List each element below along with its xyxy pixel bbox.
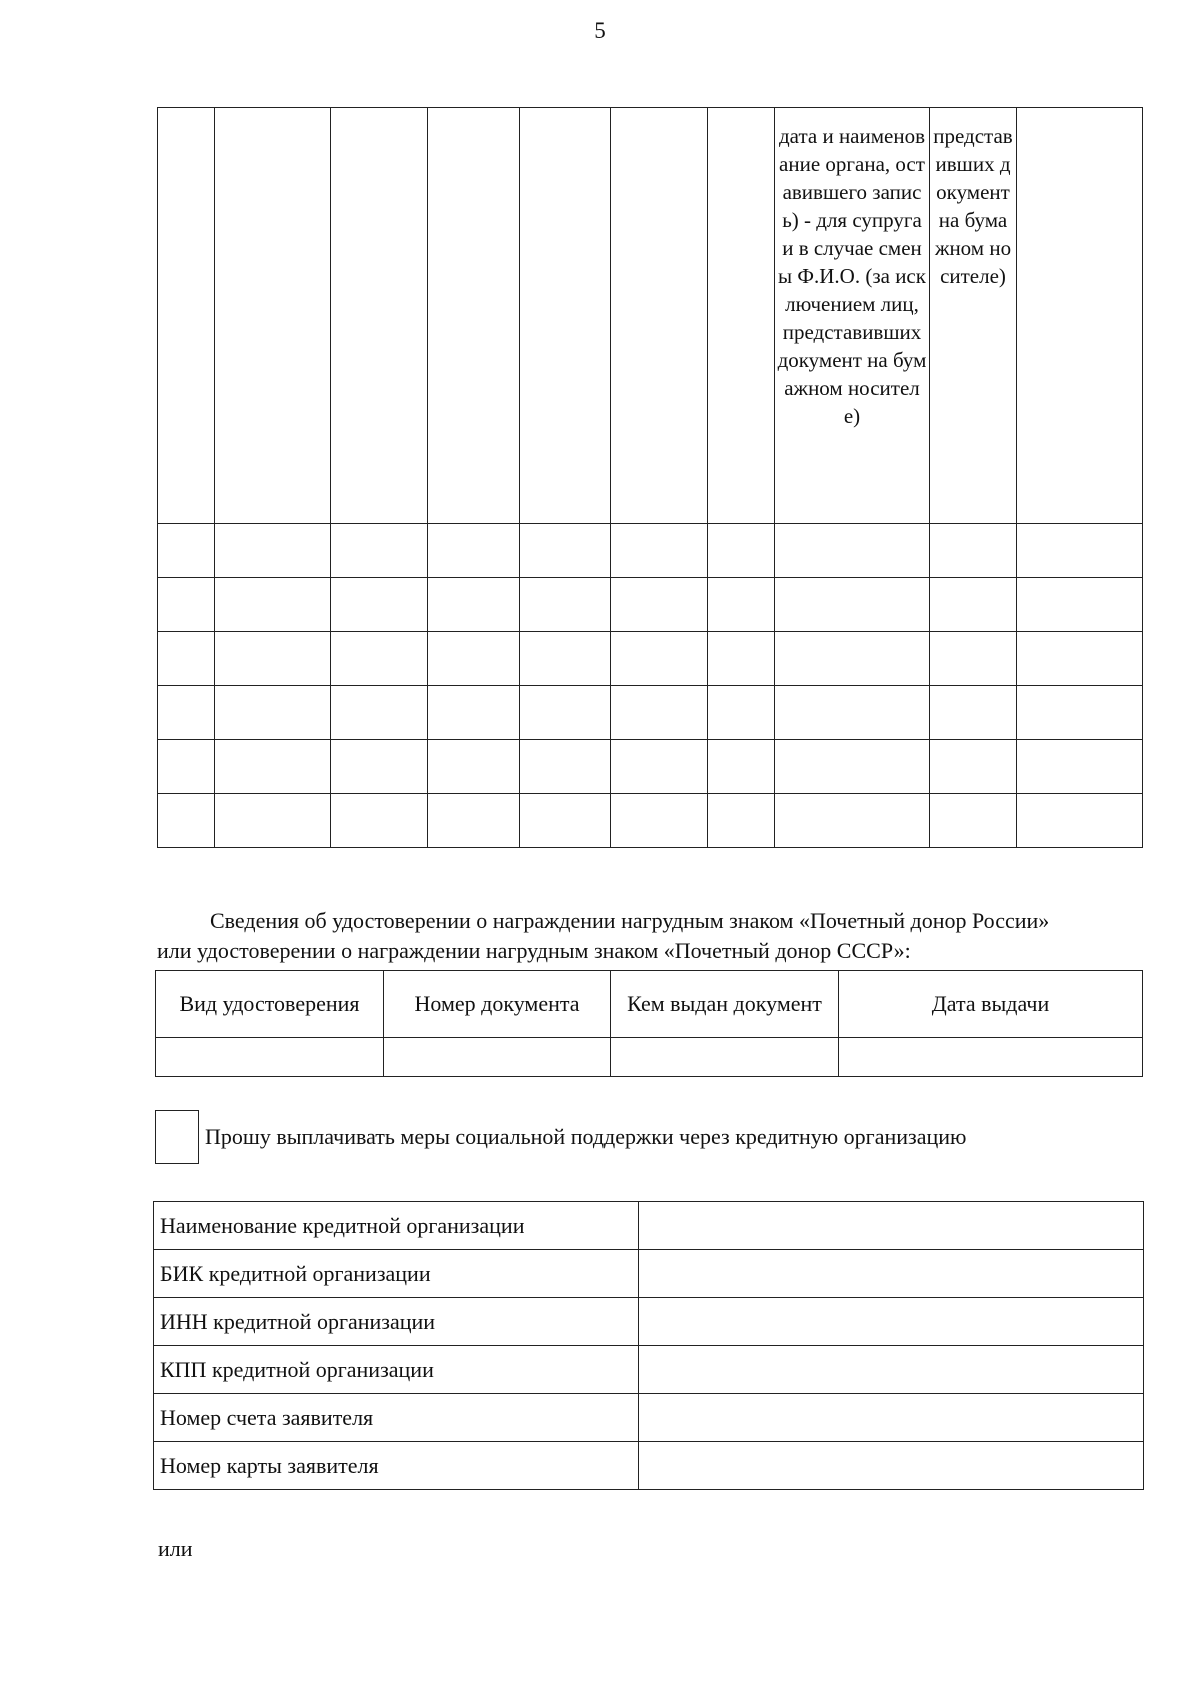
- records-cell[interactable]: [520, 794, 611, 848]
- issue-date-field[interactable]: [839, 1038, 1143, 1077]
- records-cell[interactable]: [428, 524, 520, 578]
- records-cell[interactable]: [331, 578, 428, 632]
- certificate-input-row: [156, 1038, 1143, 1077]
- records-cell[interactable]: [611, 686, 708, 740]
- records-cell[interactable]: [775, 632, 930, 686]
- records-cell[interactable]: [428, 632, 520, 686]
- records-cell[interactable]: [1017, 740, 1143, 794]
- certificate-table: [155, 970, 1143, 1077]
- records-cell[interactable]: [708, 686, 775, 740]
- bik-field[interactable]: [639, 1250, 1144, 1298]
- certificate-intro: [157, 906, 1142, 966]
- records-header-cell: [215, 108, 331, 524]
- records-header-cell: [611, 108, 708, 524]
- records-cell[interactable]: [215, 686, 331, 740]
- records-empty-row: [158, 794, 1143, 848]
- records-cell[interactable]: [331, 632, 428, 686]
- records-table: [157, 107, 1143, 848]
- records-cell[interactable]: [428, 794, 520, 848]
- records-cell[interactable]: [215, 632, 331, 686]
- records-cell[interactable]: [158, 524, 215, 578]
- records-cell[interactable]: [930, 686, 1017, 740]
- records-cell[interactable]: [611, 632, 708, 686]
- bank-name-label: Наименование кредитной организации: [154, 1202, 639, 1250]
- records-cell[interactable]: [775, 794, 930, 848]
- card-number-field[interactable]: [639, 1442, 1144, 1490]
- bank-details-row: [154, 1394, 1144, 1442]
- records-cell[interactable]: [520, 578, 611, 632]
- bank-details-row: [154, 1346, 1144, 1394]
- records-cell[interactable]: [331, 740, 428, 794]
- certificate-type-field[interactable]: [156, 1038, 384, 1077]
- records-cell[interactable]: [708, 578, 775, 632]
- records-empty-row: [158, 632, 1143, 686]
- account-number-field[interactable]: [639, 1394, 1144, 1442]
- records-cell[interactable]: [930, 578, 1017, 632]
- records-empty-row: [158, 740, 1143, 794]
- records-cell[interactable]: [428, 686, 520, 740]
- records-cell[interactable]: [1017, 632, 1143, 686]
- bik-label: БИК кредитной организации: [154, 1250, 639, 1298]
- kpp-field[interactable]: [639, 1346, 1144, 1394]
- records-cell[interactable]: [708, 794, 775, 848]
- records-cell[interactable]: [1017, 524, 1143, 578]
- bank-details-row: [154, 1298, 1144, 1346]
- kpp-label: КПП кредитной организации: [154, 1346, 639, 1394]
- records-cell[interactable]: [158, 740, 215, 794]
- records-header-cell: [708, 108, 775, 524]
- records-cell[interactable]: [215, 740, 331, 794]
- records-cell[interactable]: [215, 524, 331, 578]
- records-empty-row: [158, 686, 1143, 740]
- certificate-intro-line-2: или удостоверении о награждении нагрудным знаком «Почетный донор СССР»:: [157, 938, 911, 963]
- records-cell[interactable]: [428, 578, 520, 632]
- records-cell[interactable]: [1017, 794, 1143, 848]
- issue-date-header: Дата выдачи: [839, 971, 1143, 1038]
- card-number-label: Номер карты заявителя: [154, 1442, 639, 1490]
- account-number-label: Номер счета заявителя: [154, 1394, 639, 1442]
- or-separator-text: или: [158, 1536, 193, 1561]
- records-cell[interactable]: [520, 524, 611, 578]
- records-cell[interactable]: [331, 524, 428, 578]
- bank-details-row: [154, 1250, 1144, 1298]
- records-empty-row: [158, 524, 1143, 578]
- records-header-cell: [1017, 108, 1143, 524]
- records-cell[interactable]: [158, 632, 215, 686]
- certificate-header-row: [156, 971, 1143, 1038]
- issued-by-field[interactable]: [611, 1038, 839, 1077]
- records-cell[interactable]: [611, 578, 708, 632]
- records-cell[interactable]: [215, 578, 331, 632]
- records-header-cell: [331, 108, 428, 524]
- records-cell[interactable]: [1017, 686, 1143, 740]
- page-number: 5: [594, 18, 606, 43]
- records-cell[interactable]: [611, 740, 708, 794]
- payment-checkbox-label: Прошу выплачивать меры социальной поддержки через кредитную организацию: [205, 1124, 967, 1149]
- records-cell[interactable]: [775, 578, 930, 632]
- issued-by-header: Кем выдан документ: [611, 971, 839, 1038]
- records-cell[interactable]: [158, 578, 215, 632]
- bank-details-row: [154, 1442, 1144, 1490]
- records-cell[interactable]: [775, 740, 930, 794]
- records-cell[interactable]: [158, 794, 215, 848]
- bank-details-row: [154, 1202, 1144, 1250]
- records-cell[interactable]: [708, 524, 775, 578]
- records-cell[interactable]: [428, 740, 520, 794]
- records-header-cell-registry-note: дата и наименование органа, оставившего запись) - для супруга и в случае смены Ф.И.О. (за исключением лиц, представивших документ на бумажном носителе): [775, 108, 930, 524]
- certificate-intro-line-1: Сведения об удостоверении о награждении нагрудным знаком «Почетный донор России»: [210, 908, 1050, 933]
- records-cell[interactable]: [930, 632, 1017, 686]
- records-cell[interactable]: [1017, 578, 1143, 632]
- records-cell[interactable]: [611, 524, 708, 578]
- certificate-type-header: Вид удостоверения: [156, 971, 384, 1038]
- records-cell[interactable]: [331, 686, 428, 740]
- document-number-field[interactable]: [384, 1038, 611, 1077]
- records-cell[interactable]: [708, 632, 775, 686]
- records-cell[interactable]: [520, 632, 611, 686]
- records-cell[interactable]: [930, 524, 1017, 578]
- bank-name-field[interactable]: [639, 1202, 1144, 1250]
- inn-label: ИНН кредитной организации: [154, 1298, 639, 1346]
- records-header-cell-paper-note: представивших документ на бумажном носителе): [930, 108, 1017, 524]
- records-header-row: [158, 108, 1143, 524]
- records-header-cell: [428, 108, 520, 524]
- records-cell[interactable]: [930, 740, 1017, 794]
- records-cell[interactable]: [520, 740, 611, 794]
- records-cell[interactable]: [708, 740, 775, 794]
- records-cell[interactable]: [331, 794, 428, 848]
- records-cell[interactable]: [775, 686, 930, 740]
- records-header-cell: [158, 108, 215, 524]
- payment-checkbox-row: [155, 1110, 1155, 1165]
- inn-field[interactable]: [639, 1298, 1144, 1346]
- records-cell[interactable]: [611, 794, 708, 848]
- bank-details-table: [153, 1201, 1144, 1490]
- records-cell[interactable]: [158, 686, 215, 740]
- records-cell[interactable]: [775, 524, 930, 578]
- records-cell[interactable]: [930, 794, 1017, 848]
- payment-checkbox[interactable]: [155, 1110, 199, 1164]
- records-empty-row: [158, 578, 1143, 632]
- records-header-cell: [520, 108, 611, 524]
- records-cell[interactable]: [215, 794, 331, 848]
- document-number-header: Номер документа: [384, 971, 611, 1038]
- records-cell[interactable]: [520, 686, 611, 740]
